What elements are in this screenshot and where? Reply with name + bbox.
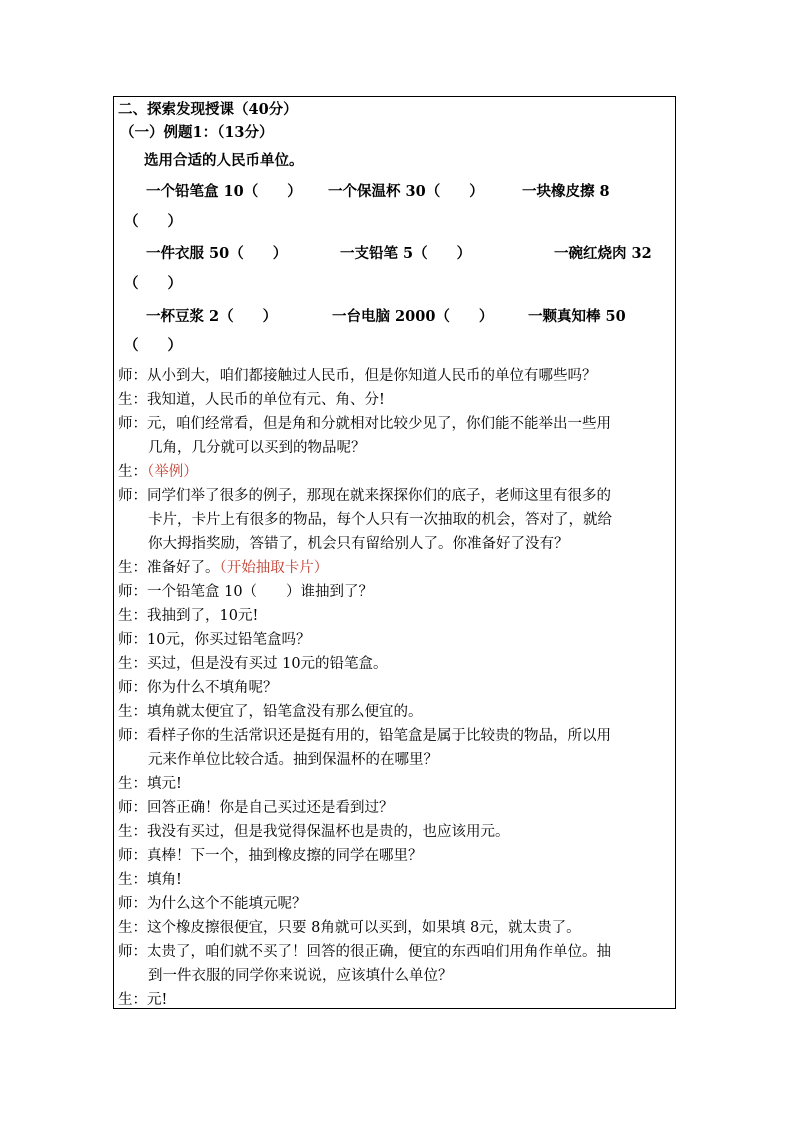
- section-title: 二、探索发现授课（40分）: [118, 101, 298, 118]
- item-clothes: 一件衣服 50（ ）: [146, 245, 288, 262]
- dialogue-line: 生：买过，但是没有买过 10元的铅笔盒。: [118, 656, 388, 672]
- example-heading: （一）例题1：（13分）: [120, 124, 274, 141]
- dialogue-text: 生：准备好了。: [118, 560, 220, 576]
- dialogue-line: 师：回答正确！你是自己买过还是看到过？: [118, 800, 394, 816]
- instruction-text: 选用合适的人民币单位。: [144, 152, 304, 169]
- dialogue-line-cont: 你大拇指奖励，答错了，机会只有留给别人了。你准备好了没有？: [148, 536, 569, 552]
- dialogue-line-cont: 到一件衣服的同学你来说说，应该填什么单位？: [148, 968, 453, 984]
- item-pencil-case: 一个铅笔盒 10（ ）: [146, 183, 302, 200]
- item-eraser-blank: （ ）: [124, 213, 182, 230]
- dialogue-line: 生：元!: [118, 992, 168, 1008]
- item-eraser: 一块橡皮擦 8: [522, 183, 610, 200]
- stage-direction: （举例）: [147, 464, 198, 480]
- item-pencil: 一支铅笔 5（ ）: [340, 245, 472, 262]
- dialogue-line: 师：为什么这个不能填元呢？: [118, 896, 307, 912]
- dialogue-line: 生：填角!: [118, 872, 182, 888]
- dialogue-line: [118, 556, 328, 580]
- dialogue-line: 生：我抽到了，10元!: [118, 608, 259, 624]
- dialogue-line-cont: 卡片，卡片上有很多的物品，每个人只有一次抽取的机会，答对了，就给: [148, 512, 612, 528]
- dialogue-line: 生：填角就太便宜了，铅笔盒没有那么便宜的。: [118, 704, 423, 720]
- item-braised-pork-blank: （ ）: [124, 275, 182, 292]
- dialogue-line: 师：太贵了，咱们就不买了！回答的很正确，便宜的东西咱们用角作单位。抽: [118, 944, 611, 960]
- dialogue-line-cont: 元来作单位比较合适。抽到保温杯的在哪里？: [148, 752, 438, 768]
- dialogue-line: 生：我没有买过，但是我觉得保温杯也是贵的，也应该用元。: [118, 824, 510, 840]
- item-thermos: 一个保温杯 30（ ）: [328, 183, 484, 200]
- speaker-label: 生：: [118, 464, 147, 480]
- item-lollipop-blank: （ ）: [124, 337, 182, 354]
- dialogue-line: 师：元，咱们经常看，但是角和分就相对比较少见了，你们能不能举出一些用: [118, 416, 611, 432]
- item-soy-milk: 一杯豆浆 2（ ）: [146, 308, 278, 325]
- dialogue-line: 师：同学们举了很多的例子，那现在就来探探你们的底子，老师这里有很多的: [118, 488, 611, 504]
- dialogue-line: 生：这个橡皮擦很便宜，只要 8角就可以买到，如果填 8元，就太贵了。: [118, 920, 581, 936]
- dialogue-line: 师：真棒！下一个，抽到橡皮擦的同学在哪里？: [118, 848, 423, 864]
- item-braised-pork: 一碗红烧肉 32: [554, 245, 652, 262]
- stage-direction: （开始抽取卡片）: [219, 560, 329, 576]
- dialogue-line: [118, 460, 198, 484]
- item-computer: 一台电脑 2000（ ）: [332, 308, 494, 325]
- dialogue-line: 师：从小到大，咱们都接触过人民币，但是你知道人民币的单位有哪些吗？: [118, 368, 597, 384]
- dialogue-line: 生：我知道，人民币的单位有元、角、分!: [118, 392, 385, 408]
- dialogue-line: 师：一个铅笔盒 10（ ）谁抽到了？: [118, 584, 374, 600]
- dialogue-line: 生：填元!: [118, 776, 182, 792]
- dialogue-line: 师：你为什么不填角呢？: [118, 680, 278, 696]
- dialogue-line: 师：看样子你的生活常识还是挺有用的，铅笔盒是属于比较贵的物品，所以用: [118, 728, 611, 744]
- dialogue-line-cont: 几角，几分就可以买到的物品呢？: [148, 440, 366, 456]
- dialogue-line: 师：10元，你买过铅笔盒吗？: [118, 632, 311, 648]
- item-lollipop: 一颗真知棒 50: [528, 308, 626, 325]
